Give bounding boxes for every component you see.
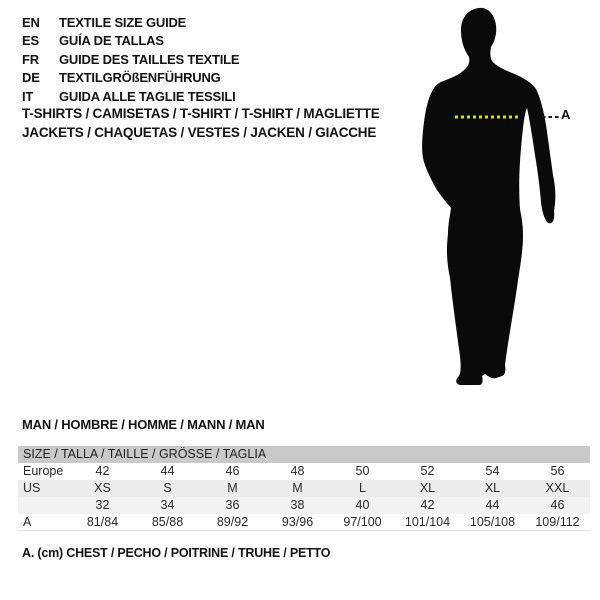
- language-title: GUIDE DES TAILLES TEXTILE: [59, 51, 240, 67]
- language-list: [22, 13, 239, 106]
- size-cell: 38: [290, 498, 305, 512]
- row-label: Europe: [23, 464, 64, 478]
- size-table-header: SIZE / TALLA / TAILLE / GRÖSSE / TAGLIA: [18, 446, 590, 463]
- size-cell: 36: [225, 498, 240, 512]
- size-cell: XXL: [545, 481, 570, 495]
- size-cell: 50: [355, 464, 370, 478]
- language-code: IT: [22, 88, 34, 104]
- size-cell: 52: [420, 464, 435, 478]
- size-cell: 89/92: [216, 515, 249, 529]
- measure-label-a: A: [561, 107, 571, 122]
- size-cell: 105/108: [469, 515, 516, 529]
- size-cell: 101/104: [404, 515, 451, 529]
- language-title: GUÍA DE TALLAS: [59, 33, 164, 49]
- size-cell: L: [359, 481, 366, 495]
- size-cell: 40: [355, 498, 370, 512]
- size-cell: 56: [550, 464, 565, 478]
- table-row-numeric: [18, 497, 590, 514]
- language-row: [22, 69, 239, 88]
- section-title-man: MAN / HOMBRE / HOMME / MANN / MAN: [22, 417, 265, 432]
- size-cell: 44: [160, 464, 175, 478]
- size-cell: XL: [484, 481, 501, 495]
- size-cell: 109/112: [535, 515, 580, 529]
- size-cell: 42: [95, 464, 110, 478]
- language-row: [22, 87, 239, 106]
- size-cell: 42: [420, 498, 435, 512]
- language-row: [22, 50, 239, 69]
- size-cell: 81/84: [86, 515, 119, 529]
- size-cell: 54: [485, 464, 500, 478]
- language-code: DE: [22, 70, 40, 86]
- language-title: TEXTILGRÖßENFÜHRUNG: [59, 70, 221, 86]
- table-row-europe: [18, 463, 590, 480]
- table-row-us: [18, 480, 590, 497]
- man-silhouette-figure: [413, 4, 583, 390]
- size-cell: 32: [95, 498, 110, 512]
- size-cell: M: [292, 481, 303, 495]
- language-title: TEXTILE SIZE GUIDE: [59, 14, 187, 30]
- size-table: [18, 446, 590, 531]
- row-label: US: [23, 481, 41, 495]
- size-cell: M: [227, 481, 238, 495]
- size-cell: 46: [550, 498, 565, 512]
- size-cell: XL: [419, 481, 436, 495]
- footnote-chest-measure: A. (cm) CHEST / PECHO / POITRINE / TRUHE / PETTO: [22, 546, 331, 560]
- size-cell: 93/96: [281, 515, 314, 529]
- language-row: [22, 13, 239, 32]
- size-cell: 85/88: [151, 515, 184, 529]
- language-row: [22, 32, 239, 51]
- table-row-chest-cm: [18, 514, 590, 531]
- man-silhouette: [422, 8, 555, 385]
- language-code: FR: [22, 51, 39, 67]
- row-label: A: [23, 515, 32, 529]
- category-line-tshirts: T-SHIRTS / CAMISETAS / T-SHIRT / T-SHIRT / MAGLIETTE: [22, 106, 380, 121]
- size-cell: S: [163, 481, 172, 495]
- size-cell: 44: [485, 498, 500, 512]
- category-block: [22, 104, 380, 142]
- man-silhouette-svg: [413, 4, 583, 390]
- size-cell: XS: [94, 481, 111, 495]
- size-cell: 34: [160, 498, 175, 512]
- size-cell: 48: [290, 464, 305, 478]
- language-title: GUIDA ALLE TAGLIE TESSILI: [59, 88, 236, 104]
- size-cell: 97/100: [343, 515, 382, 529]
- language-code: ES: [22, 33, 39, 49]
- category-line-jackets: JACKETS / CHAQUETAS / VESTES / JACKEN / GIACCHE: [22, 125, 377, 140]
- language-code: EN: [22, 14, 40, 30]
- size-cell: 46: [225, 464, 240, 478]
